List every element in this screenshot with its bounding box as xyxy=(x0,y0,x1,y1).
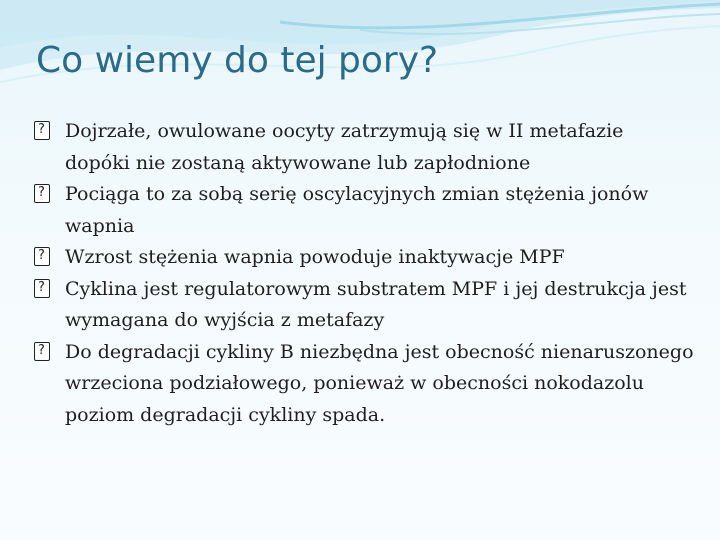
bullet-text: Pociąga to za sobą serię oscylacyjnych zmian stężenia jonów wapnia xyxy=(65,183,649,237)
missing-glyph-box-icon xyxy=(34,279,50,298)
slide-title: Co wiemy do tej pory? xyxy=(36,40,439,81)
bullet-item xyxy=(34,179,694,242)
bullet-item xyxy=(34,337,694,432)
bullet-text: Cyklina jest regulatorowym substratem MPF i jej destrukcja jest wymagana do wyjścia z metafazy xyxy=(65,277,687,331)
bullet-item xyxy=(34,242,694,274)
bullet-text: Dojrzałe, owulowane oocyty zatrzymują się w II metafazie dopóki nie zostaną aktywowane lub zapłodnione xyxy=(65,120,624,174)
bullet-item xyxy=(34,116,694,179)
bullet-list xyxy=(34,116,694,431)
bullet-text: Wzrost stężenia wapnia powoduje inaktywacje MPF xyxy=(65,246,565,268)
missing-glyph-box-icon xyxy=(34,342,50,361)
missing-glyph-box-icon xyxy=(34,121,50,140)
bullet-text: Do degradacji cykliny B niezbędna jest obecność nienaruszonego wrzeciona podziałowego, ponieważ w obecności nokodazolu poziom degradacji cykliny spada. xyxy=(65,340,694,426)
missing-glyph-box-icon xyxy=(34,184,50,203)
bullet-item xyxy=(34,274,694,337)
missing-glyph-box-icon xyxy=(34,247,50,266)
